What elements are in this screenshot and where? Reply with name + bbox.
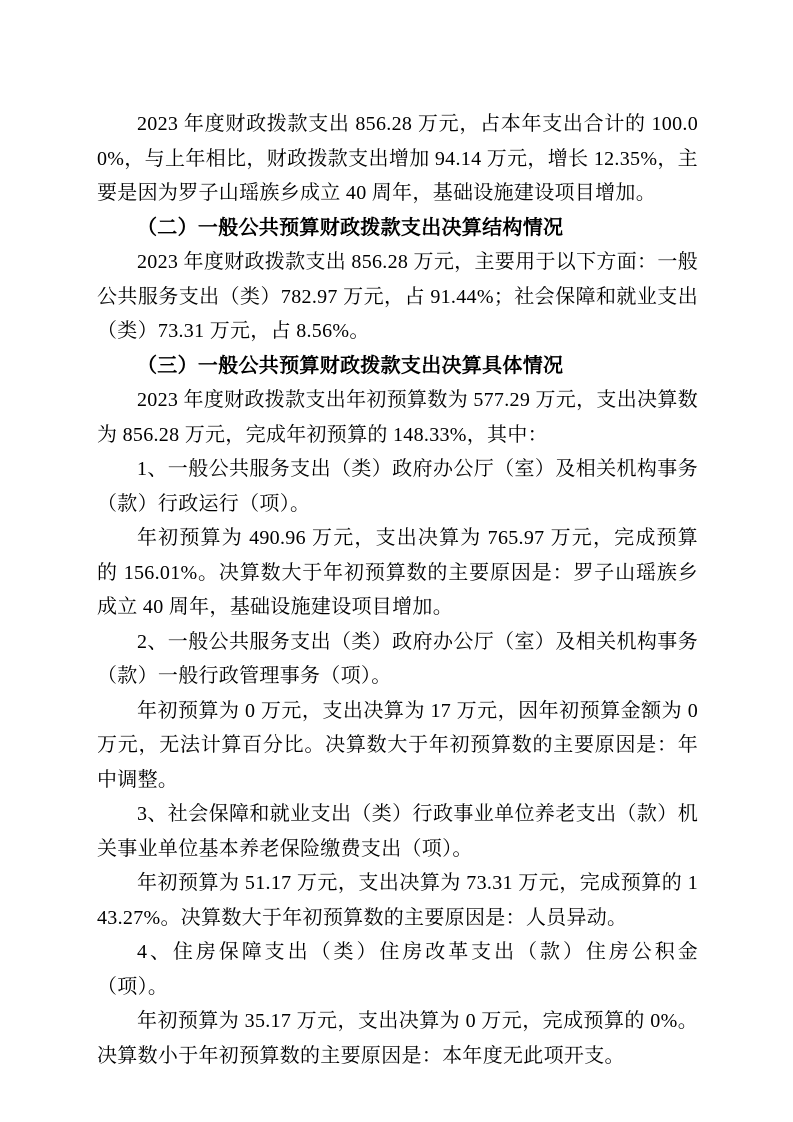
- para-item-4-title: 4、住房保障支出（类）住房改革支出（款）住房公积金（项）。: [97, 941, 698, 998]
- para-item-4-detail: 年初预算为 35.17 万元，支出决算为 0 万元，完成预算的 0%。决算数小于年初预算数的主要原因是：本年度无此项开支。: [97, 1010, 698, 1067]
- para-expenditure-structure: 2023 年度财政拨款支出 856.28 万元，主要用于以下方面：一般公共服务支出（类）782.97 万元，占 91.44%；社会保障和就业支出（类）73.31 万元，占 8.56%。: [97, 251, 698, 342]
- para-item-2-detail: 年初预算为 0 万元，支出决算为 17 万元，因年初预算金额为 0 万元，无法计算百分比。决算数大于年初预算数的主要原因是：年中调整。: [97, 699, 698, 791]
- para-item-1-title: 1、一般公共服务支出（类）政府办公厅（室）及相关机构事务（款）行政运行（项）。: [97, 458, 698, 515]
- para-item-3-title: 3、社会保障和就业支出（类）行政事业单位养老支出（款）机关事业单位基本养老保险缴费支出（项）。: [97, 803, 698, 860]
- para-detail-intro: 2023 年度财政拨款支出年初预算数为 577.29 万元，支出决算数为 856.28 万元，完成年初预算的 148.33%，其中：: [97, 389, 698, 446]
- para-item-1-detail: 年初预算为 490.96 万元，支出决算为 765.97 万元，完成预算的 156.01%。决算数大于年初预算数的主要原因是：罗子山瑶族乡成立 40 周年，基础设施建设项目增加。: [97, 527, 698, 618]
- para-item-3-detail: 年初预算为 51.17 万元，支出决算为 73.31 万元，完成预算的 143.27%。决算数大于年初预算数的主要原因是：人员异动。: [97, 872, 698, 929]
- heading-section-two-expenditure-structure: （二）一般公共预算财政拨款支出决算结构情况: [137, 216, 564, 239]
- para-item-2-title: 2、一般公共服务支出（类）政府办公厅（室）及相关机构事务（款）一般行政管理事务（项）。: [97, 630, 698, 687]
- heading-section-three-expenditure-detail: （三）一般公共预算财政拨款支出决算具体情况: [137, 354, 564, 377]
- para-fiscal-expenditure-overview: 2023 年度财政拨款支出 856.28 万元，占本年支出合计的 100.00%，与上年相比，财政拨款支出增加 94.14 万元，增长 12.35%，主要是因为罗子山瑶族乡成立 40 周年，基础设施建设项目增加。: [97, 113, 698, 204]
